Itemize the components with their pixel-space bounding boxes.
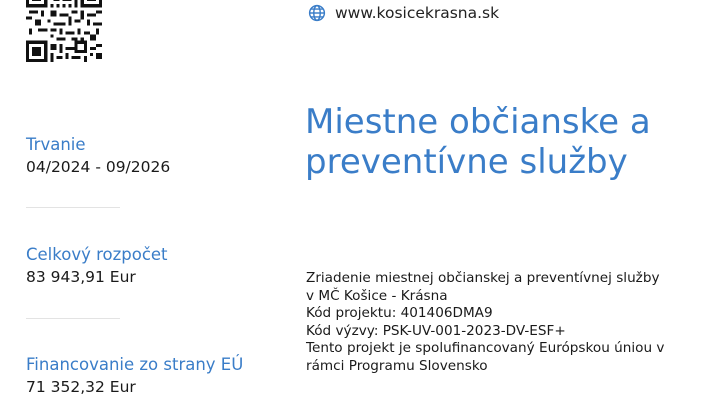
website-url[interactable]: www.kosicekrasna.sk (335, 4, 500, 22)
eu-funding-label: Financovanie zo strany EÚ (26, 355, 244, 374)
page-title-line-2: preventívne služby (305, 142, 628, 182)
call-code: Kód výzvy: PSK-UV-001-2023-DV-ESF+ (306, 322, 566, 339)
budget-value: 83 943,91 Eur (26, 268, 136, 286)
page-title (305, 102, 705, 182)
cofinancing-note: rámci Programu Slovensko (306, 357, 488, 374)
duration-value: 04/2024 - 09/2026 (26, 158, 171, 176)
description-line: v MČ Košice - Krásna (306, 287, 448, 304)
description-line: Zriadenie miestnej občianskej a preventívnej služby (306, 270, 660, 286)
eu-funding-block (26, 354, 286, 398)
cofinancing-note: Tento projekt je spolufinancovaný Európskou úniou v (306, 340, 665, 356)
qr-code (26, 0, 102, 62)
divider (26, 318, 120, 319)
website-link[interactable] (308, 3, 499, 23)
duration-label: Trvanie (26, 135, 86, 154)
globe-icon (308, 4, 326, 22)
eu-funding-value: 71 352,32 Eur (26, 378, 136, 396)
budget-label: Celkový rozpočet (26, 245, 168, 264)
page-title-line-1: Miestne občianske a (305, 102, 651, 142)
project-code: Kód projektu: 401406DMA9 (306, 305, 493, 321)
divider (26, 207, 120, 208)
project-description (306, 270, 706, 375)
budget-block (26, 244, 286, 288)
duration-block (26, 134, 286, 178)
